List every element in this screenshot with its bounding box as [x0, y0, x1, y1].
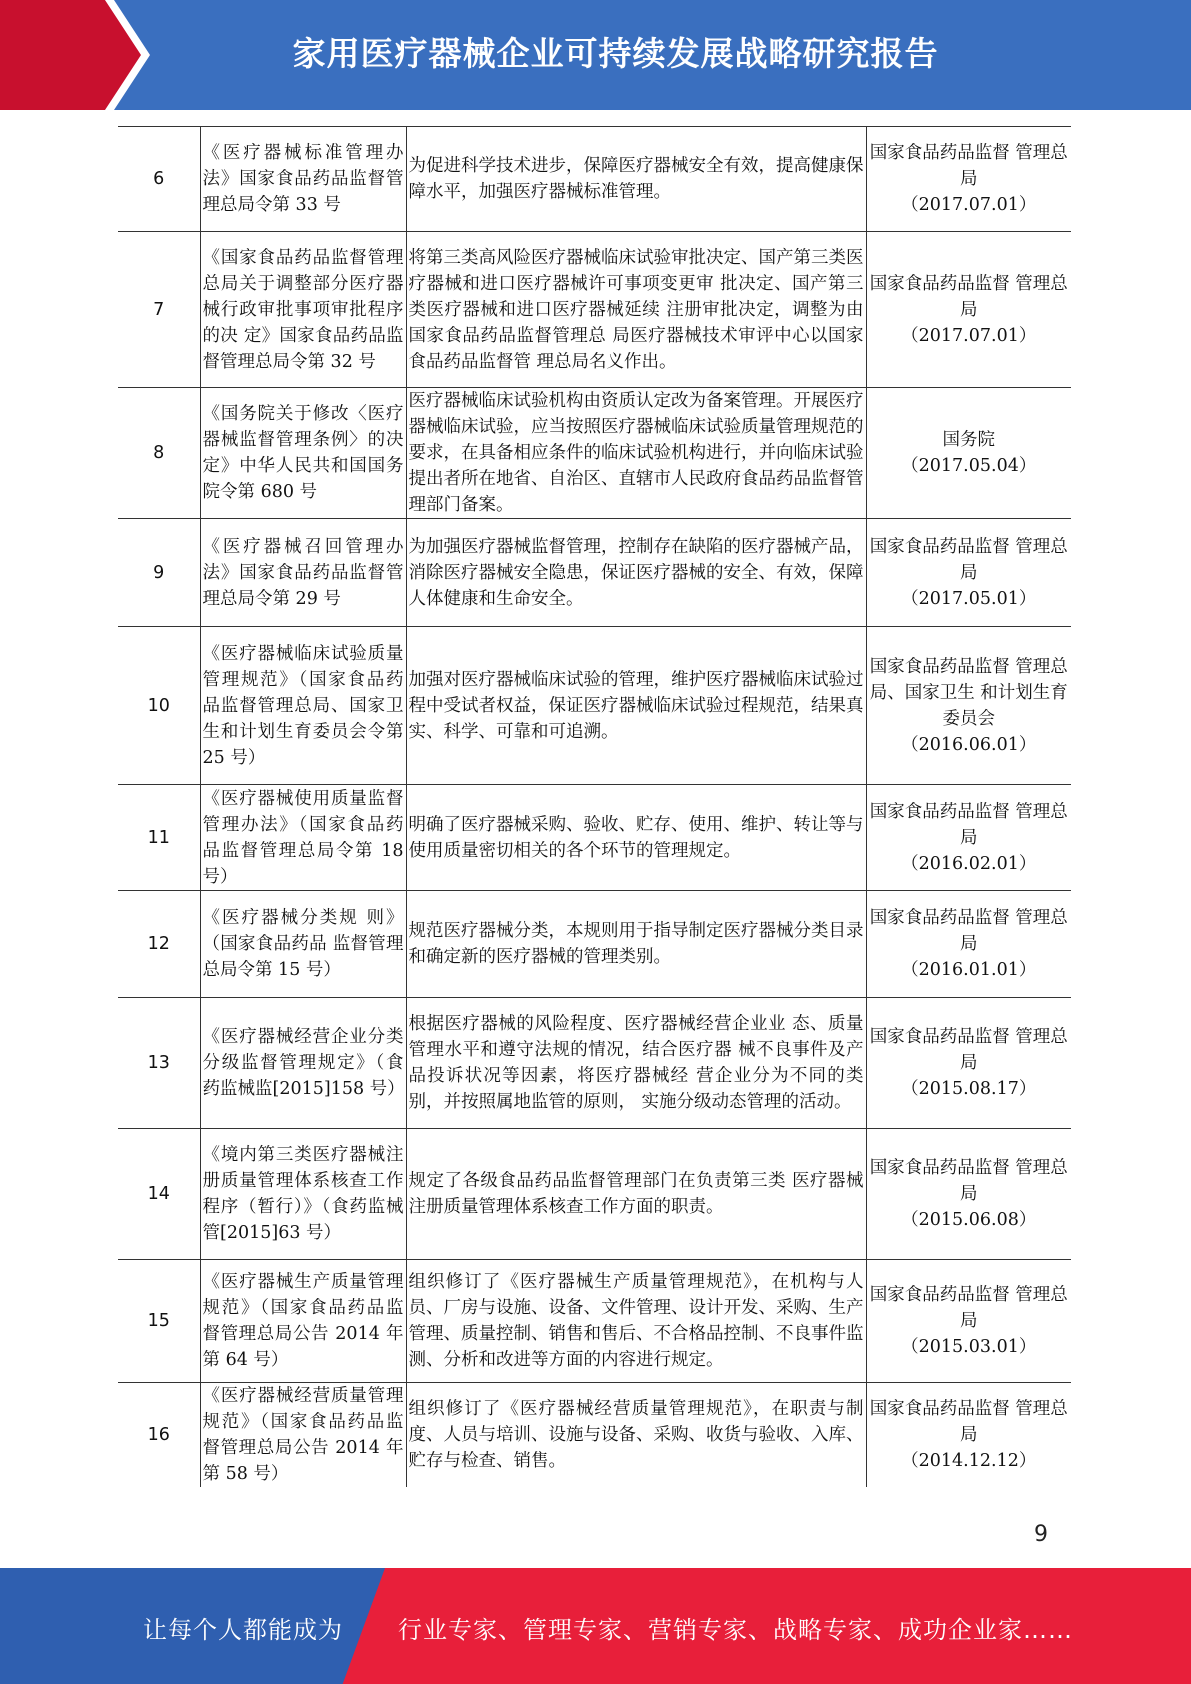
row-number: 9 — [118, 519, 200, 627]
page-header — [0, 0, 1191, 110]
regulation-name: 《医疗器械召回管理办法》国家食品药品监督管理总局令第 29 号 — [200, 519, 406, 627]
row-number: 8 — [118, 388, 200, 519]
regulation-name: 《医疗器械标准管理办法》国家食品药品监督管理总局令第 33 号 — [200, 127, 406, 232]
regulations-table — [118, 126, 1071, 1487]
issuer-cell — [866, 388, 1071, 519]
table-row — [118, 388, 1071, 519]
issuer-cell — [866, 1260, 1071, 1383]
regulation-name: 《医疗器械生产质量管理规范》（国家食品药品监督管理总局公告 2014 年第 64 号） — [200, 1260, 406, 1383]
table-row — [118, 891, 1071, 998]
issuer-cell — [866, 891, 1071, 998]
footer-slogan-left: 让每个人都能成为 — [143, 1616, 343, 1644]
effective-date: （2015.08.17） — [901, 1079, 1037, 1099]
row-number: 6 — [118, 127, 200, 232]
issuer-name: 国家食品药品监督 管理总局 — [869, 801, 1068, 848]
issuer-name: 国家食品药品监督 管理总局 — [869, 1027, 1068, 1073]
regulation-name: 《医疗器械临床试验质量管理规范》（国家食品药品监督管理总局、国家卫生和计划生育委员会令第 25 号） — [200, 627, 406, 785]
table-row — [118, 627, 1071, 785]
issuer-name: 国家食品药品监督 管理总局 — [869, 143, 1068, 189]
regulation-content: 为促进科学技术进步，保障医疗器械安全有效，提高健康保障水平，加强医疗器械标准管理。 — [406, 127, 866, 232]
regulation-name: 《医疗器械经营质量管理规范》（国家食品药品监督管理总局公告 2014 年第 58 号） — [200, 1383, 406, 1488]
effective-date: （2017.05.01） — [901, 588, 1037, 609]
issuer-name: 国家食品药品监督 管理总局 — [869, 536, 1068, 583]
issuer-cell — [866, 627, 1071, 785]
row-number: 15 — [118, 1260, 200, 1383]
regulation-content: 医疗器械临床试验机构由资质认定改为备案管理。开展医疗器械临床试验，应当按照医疗器械临床试验质量管理规范的要求，在具备相应条件的临床试验机构进行，并向临床试验提出者所在地省、自治区、直辖市人民政府食品药品监督管理部门备案。 — [406, 388, 866, 519]
page-footer — [0, 1568, 1191, 1684]
regulation-name: 《医疗器械使用质量监督管理办法》（国家食品药品监督管理总局令第 18 号） — [200, 785, 406, 891]
table-row — [118, 519, 1071, 627]
header-red-arrow — [0, 0, 150, 110]
effective-date: （2016.02.01） — [901, 853, 1037, 874]
table-row — [118, 127, 1071, 232]
row-number: 7 — [118, 232, 200, 388]
regulation-name: 《国家食品药品监督管理总局关于调整部分医疗器械行政审批事项审批程序的决 定》国家食品药品监 督管理总局令第 32 号 — [200, 232, 406, 388]
issuer-cell — [866, 785, 1071, 891]
regulation-name: 《医疗器械分类规 则》（国家食品药品 监督管理总局令第 15 号） — [200, 891, 406, 998]
row-number: 11 — [118, 785, 200, 891]
regulation-content: 规定了各级食品药品监督管理部门在负责第三类 医疗器械注册质量管理体系核查工作方面的职责。 — [406, 1129, 866, 1260]
regulation-content: 组织修订了《医疗器械生产质量管理规范》，在机构与人员、厂房与设施、设备、文件管理、设计开发、采购、生产管理、质量控制、销售和售后、不合格品控制、不良事件监测、分析和改进等方面的内容进行规定。 — [406, 1260, 866, 1383]
footer-slogan-right: 行业专家、管理专家、营销专家、战略专家、成功企业家…… — [398, 1616, 1073, 1644]
table-row — [118, 1260, 1071, 1383]
effective-date: （2014.12.12） — [901, 1451, 1037, 1471]
regulation-name: 《医疗器械经营企业分类分级监督管理规定》（食药监械监[2015]158 号） — [200, 998, 406, 1129]
effective-date: （2017.07.01） — [901, 325, 1037, 346]
issuer-cell — [866, 998, 1071, 1129]
issuer-name: 国家食品药品监督 管理总局 — [869, 908, 1068, 954]
row-number: 10 — [118, 627, 200, 785]
issuer-cell — [866, 232, 1071, 388]
table-row — [118, 785, 1071, 891]
issuer-cell — [866, 127, 1071, 232]
regulation-content: 将第三类高风险医疗器械临床试验审批决定、国产第三类医疗器械和进口医疗器械许可事项变更审 批决定、国产第三类医疗器械和进口医疗器械延续 注册审批决定，调整为由国家食品药品监督管理总 局医疗器械技术审评中心以国家食品药品监督管 理总局名义作出。 — [406, 232, 866, 388]
regulation-name: 《国务院关于修改〈医疗器械监督管理条例〉的决定》中华人民共和国国务院令第 680 号 — [200, 388, 406, 519]
issuer-name: 国家食品药品监督 管理总局 — [869, 1158, 1068, 1204]
table-row — [118, 232, 1071, 388]
page-number: 9 — [1034, 1522, 1048, 1547]
issuer-name: 国家食品药品监督 管理总局、国家卫生 和计划生育委员会 — [869, 656, 1068, 729]
effective-date: （2016.06.01） — [901, 734, 1037, 755]
table-row — [118, 1129, 1071, 1260]
row-number: 13 — [118, 998, 200, 1129]
issuer-name: 国务院 — [942, 430, 995, 450]
table-row — [118, 1383, 1071, 1488]
effective-date: （2017.05.04） — [901, 456, 1037, 476]
effective-date: （2016.01.01） — [901, 960, 1037, 980]
row-number: 12 — [118, 891, 200, 998]
issuer-name: 国家食品药品监督 管理总局 — [869, 1399, 1068, 1445]
effective-date: （2015.06.08） — [901, 1210, 1037, 1230]
regulation-name: 《境内第三类医疗器械注册质量管理体系核查工作程序（暂行）》（食药监械管[2015]63 号） — [200, 1129, 406, 1260]
issuer-cell — [866, 519, 1071, 627]
regulation-content: 加强对医疗器械临床试验的管理，维护医疗器械临床试验过程中受试者权益，保证医疗器械临床试验过程规范，结果真实、科学、可靠和可追溯。 — [406, 627, 866, 785]
issuer-name: 国家食品药品监督 管理总局 — [869, 1285, 1068, 1331]
row-number: 16 — [118, 1383, 200, 1488]
effective-date: （2015.03.01） — [901, 1337, 1037, 1357]
regulation-content: 规范医疗器械分类，本规则用于指导制定医疗器械分类目录和确定新的医疗器械的管理类别。 — [406, 891, 866, 998]
report-title: 家用医疗器械企业可持续发展战略研究报告 — [292, 34, 939, 73]
regulation-content: 根据医疗器械的风险程度、医疗器械经营企业业 态、质量管理水平和遵守法规的情况，结合医疗器 械不良事件及产品投诉状况等因素，将医疗器械经 营企业分为不同的类别，并按照属地监管的原则， 实施分级动态管理的活动。 — [406, 998, 866, 1129]
table-row — [118, 998, 1071, 1129]
effective-date: （2017.07.01） — [901, 195, 1037, 215]
issuer-cell — [866, 1129, 1071, 1260]
regulation-content: 为加强医疗器械监督管理，控制存在缺陷的医疗器械产品，消除医疗器械安全隐患，保证医疗器械的安全、有效，保障人体健康和生命安全。 — [406, 519, 866, 627]
row-number: 14 — [118, 1129, 200, 1260]
issuer-name: 国家食品药品监督 管理总局 — [869, 273, 1068, 320]
regulation-content: 明确了医疗器械采购、验收、贮存、使用、维护、转让等与使用质量密切相关的各个环节的管理规定。 — [406, 785, 866, 891]
regulations-table-body — [118, 127, 1071, 1488]
issuer-cell — [866, 1383, 1071, 1488]
regulation-content: 组织修订了《医疗器械经营质量管理规范》，在职责与制度、人员与培训、设施与设备、采购、收货与验收、入库、贮存与检查、销售。 — [406, 1383, 866, 1488]
